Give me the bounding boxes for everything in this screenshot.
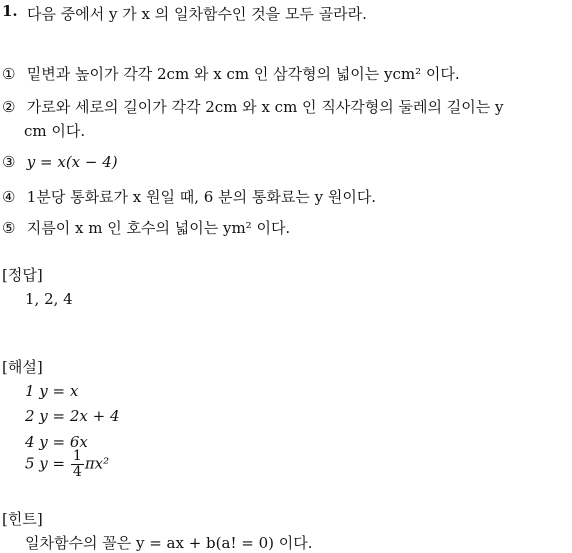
explanation-line: 2 y = 2x + 4 bbox=[25, 407, 120, 425]
explanation-prefix: 5 y = bbox=[25, 454, 66, 473]
explanation-suffix: πx² bbox=[84, 454, 110, 473]
hint-label: [힌트] bbox=[2, 510, 43, 528]
option-5 bbox=[2, 217, 290, 238]
option-text-line2: cm 이다. bbox=[24, 122, 86, 140]
explanation-fraction-line bbox=[25, 449, 109, 480]
option-text: 1분당 통화료가 x 원일 때, 6 분의 통화료는 y 원이다. bbox=[26, 188, 377, 206]
explanation-label: [해설] bbox=[2, 358, 43, 376]
option-mark: ④ bbox=[2, 188, 16, 206]
explanation-line: 4 y = 6x bbox=[25, 433, 88, 451]
option-1 bbox=[2, 63, 460, 84]
answer-value: 1, 2, 4 bbox=[25, 290, 73, 308]
option-text-line1: 가로와 세로의 길이가 각각 2cm 와 x cm 인 직사각형의 둘레의 길이는 y bbox=[26, 98, 504, 116]
option-text: y = x(x − 4) bbox=[26, 153, 118, 171]
hint-text: 일차함수의 꼴은 y = ax + b(a! = 0) 이다. bbox=[25, 534, 313, 552]
option-mark: ② bbox=[2, 98, 16, 116]
explanation-line: 1 y = x bbox=[25, 382, 79, 400]
option-3 bbox=[2, 153, 118, 171]
fraction bbox=[71, 449, 84, 480]
fraction-numerator: 1 bbox=[72, 448, 82, 464]
option-text: 지름이 x m 인 호수의 넓이는 ym² 이다. bbox=[26, 219, 291, 237]
option-mark: ① bbox=[2, 65, 16, 83]
question-text: 다음 중에서 y 가 x 의 일차함수인 것을 모두 골라라. bbox=[27, 5, 367, 23]
answer-label: [정답] bbox=[2, 266, 43, 284]
fraction-denominator: 4 bbox=[72, 464, 82, 480]
option-4 bbox=[2, 186, 376, 207]
question-number: 1. bbox=[2, 2, 18, 20]
option-mark: ⑤ bbox=[2, 219, 16, 237]
option-mark: ③ bbox=[2, 153, 16, 171]
option-2 bbox=[2, 96, 504, 117]
option-text: 밑변과 높이가 각각 2cm 와 x cm 인 삼각형의 넓이는 ycm² 이다. bbox=[26, 65, 460, 83]
